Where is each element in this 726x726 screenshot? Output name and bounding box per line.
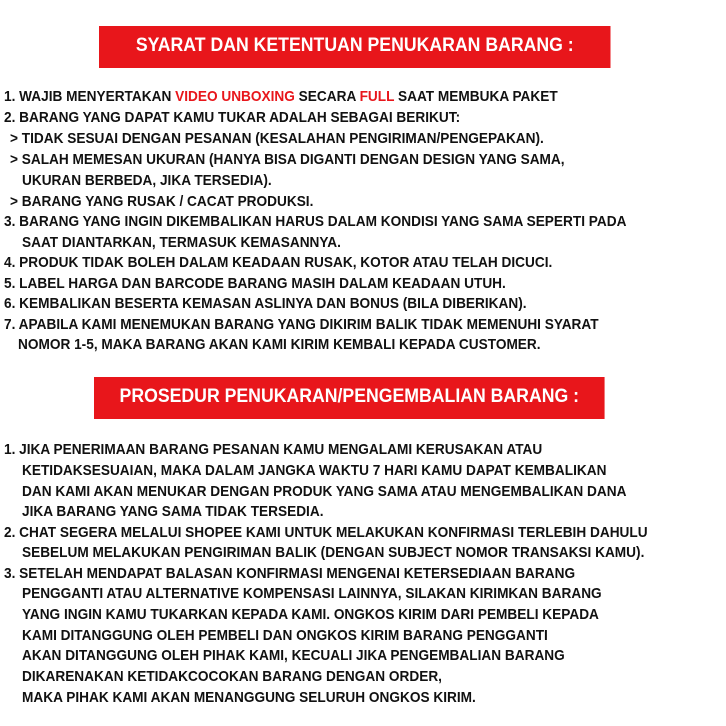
line-text: PENGGANTI ATAU ALTERNATIVE KOMPENSASI LAINNYA, SILAKAN KIRIMKAN BARANG (22, 586, 602, 602)
list-line (4, 440, 542, 460)
line-text: YANG INGIN KAMU TUKARKAN KEPADA KAMI. ONGKOS KIRIM DARI PEMBELI KEPADA (22, 607, 599, 623)
list-line (22, 482, 626, 502)
list-line (22, 688, 476, 708)
list-line (22, 584, 602, 604)
list-line (4, 315, 599, 335)
terms-heading-banner: SYARAT DAN KETENTUAN PENUKARAN BARANG : (99, 26, 611, 68)
list-line (22, 667, 442, 687)
list-line (4, 564, 575, 584)
line-text: 7. APABILA KAMI MENEMUKAN BARANG YANG DIKIRIM BALIK TIDAK MEMENUHI SYARAT (4, 317, 599, 333)
list-line (4, 274, 506, 294)
line-text: > BARANG YANG RUSAK / CACAT PRODUKSI. (10, 194, 314, 210)
line-text: SEBELUM MELAKUKAN PENGIRIMAN BALIK (DENGAN SUBJECT NOMOR TRANSAKSI KAMU). (22, 545, 645, 561)
highlight-text: VIDEO UNBOXING (175, 89, 295, 105)
line-text: 1. WAJIB MENYERTAKAN (4, 89, 176, 105)
procedure-heading-banner: PROSEDUR PENUKARAN/PENGEMBALIAN BARANG : (94, 377, 605, 419)
line-text: 2. BARANG YANG DAPAT KAMU TUKAR ADALAH SEBAGAI BERIKUT: (4, 110, 461, 126)
list-line (10, 192, 313, 212)
line-text: > TIDAK SESUAI DENGAN PESANAN (KESALAHAN PENGIRIMAN/PENGEPAKAN). (10, 131, 544, 147)
line-text: DIKARENAKAN KETIDAKCOCOKAN BARANG DENGAN ORDER, (22, 669, 442, 685)
list-line (4, 87, 558, 107)
line-text: 3. BARANG YANG INGIN DIKEMBALIKAN HARUS DALAM KONDISI YANG SAMA SEPERTI PADA (4, 214, 627, 230)
list-line (10, 150, 565, 170)
list-line (4, 294, 527, 314)
line-text: 6. KEMBALIKAN BESERTA KEMASAN ASLINYA DAN BONUS (BILA DIBERIKAN). (4, 296, 527, 312)
line-text: > SALAH MEMESAN UKURAN (HANYA BISA DIGANTI DENGAN DESIGN YANG SAMA, (10, 152, 565, 168)
line-text: 2. CHAT SEGERA MELALUI SHOPEE KAMI UNTUK MELAKUKAN KONFIRMASI TERLEBIH DAHULU (4, 525, 648, 541)
list-line (22, 233, 341, 253)
line-text: JIKA BARANG YANG SAMA TIDAK TERSEDIA. (22, 504, 324, 520)
list-line (22, 461, 606, 481)
list-line (22, 171, 272, 191)
line-text: SAAT DIANTARKAN, TERMASUK KEMASANNYA. (22, 235, 341, 251)
line-text: UKURAN BERBEDA, JIKA TERSEDIA). (22, 173, 272, 189)
line-text: KAMI DITANGGUNG OLEH PEMBELI DAN ONGKOS KIRIM BARANG PENGGANTI (22, 628, 548, 644)
line-text: KETIDAKSESUAIAN, MAKA DALAM JANGKA WAKTU 7 HARI KAMU DAPAT KEMBALIKAN (22, 463, 607, 479)
line-text: SECARA (294, 89, 360, 105)
list-line (22, 543, 644, 563)
line-text: DAN KAMI AKAN MENUKAR DENGAN PRODUK YANG SAMA ATAU MENGEMBALIKAN DANA (22, 484, 627, 500)
line-text: MAKA PIHAK KAMI AKAN MENANGGUNG SELURUH ONGKOS KIRIM. (22, 690, 476, 706)
list-line (22, 605, 599, 625)
line-text: AKAN DITANGGUNG OLEH PIHAK KAMI, KECUALI JIKA PENGEMBALIAN BARANG (22, 648, 565, 664)
line-text: 1. JIKA PENERIMAAN BARANG PESANAN KAMU MENGALAMI KERUSAKAN ATAU (4, 442, 543, 458)
highlight-text: FULL (359, 89, 395, 105)
line-text: SAAT MEMBUKA PAKET (394, 89, 558, 105)
list-line (4, 212, 626, 232)
line-text: 5. LABEL HARGA DAN BARCODE BARANG MASIH DALAM KEADAAN UTUH. (4, 276, 506, 292)
list-line (22, 646, 565, 666)
list-line (4, 253, 552, 273)
list-line (10, 129, 544, 149)
list-line (4, 108, 460, 128)
line-text: 3. SETELAH MENDAPAT BALASAN KONFIRMASI MENGENAI KETERSEDIAAN BARANG (4, 566, 576, 582)
list-line (22, 626, 548, 646)
line-text: NOMOR 1-5, MAKA BARANG AKAN KAMI KIRIM KEMBALI KEPADA CUSTOMER. (18, 337, 541, 353)
list-line (22, 502, 323, 522)
list-line (4, 523, 648, 543)
line-text: 4. PRODUK TIDAK BOLEH DALAM KEADAAN RUSAK, KOTOR ATAU TELAH DICUCI. (4, 255, 553, 271)
list-line (18, 335, 541, 355)
